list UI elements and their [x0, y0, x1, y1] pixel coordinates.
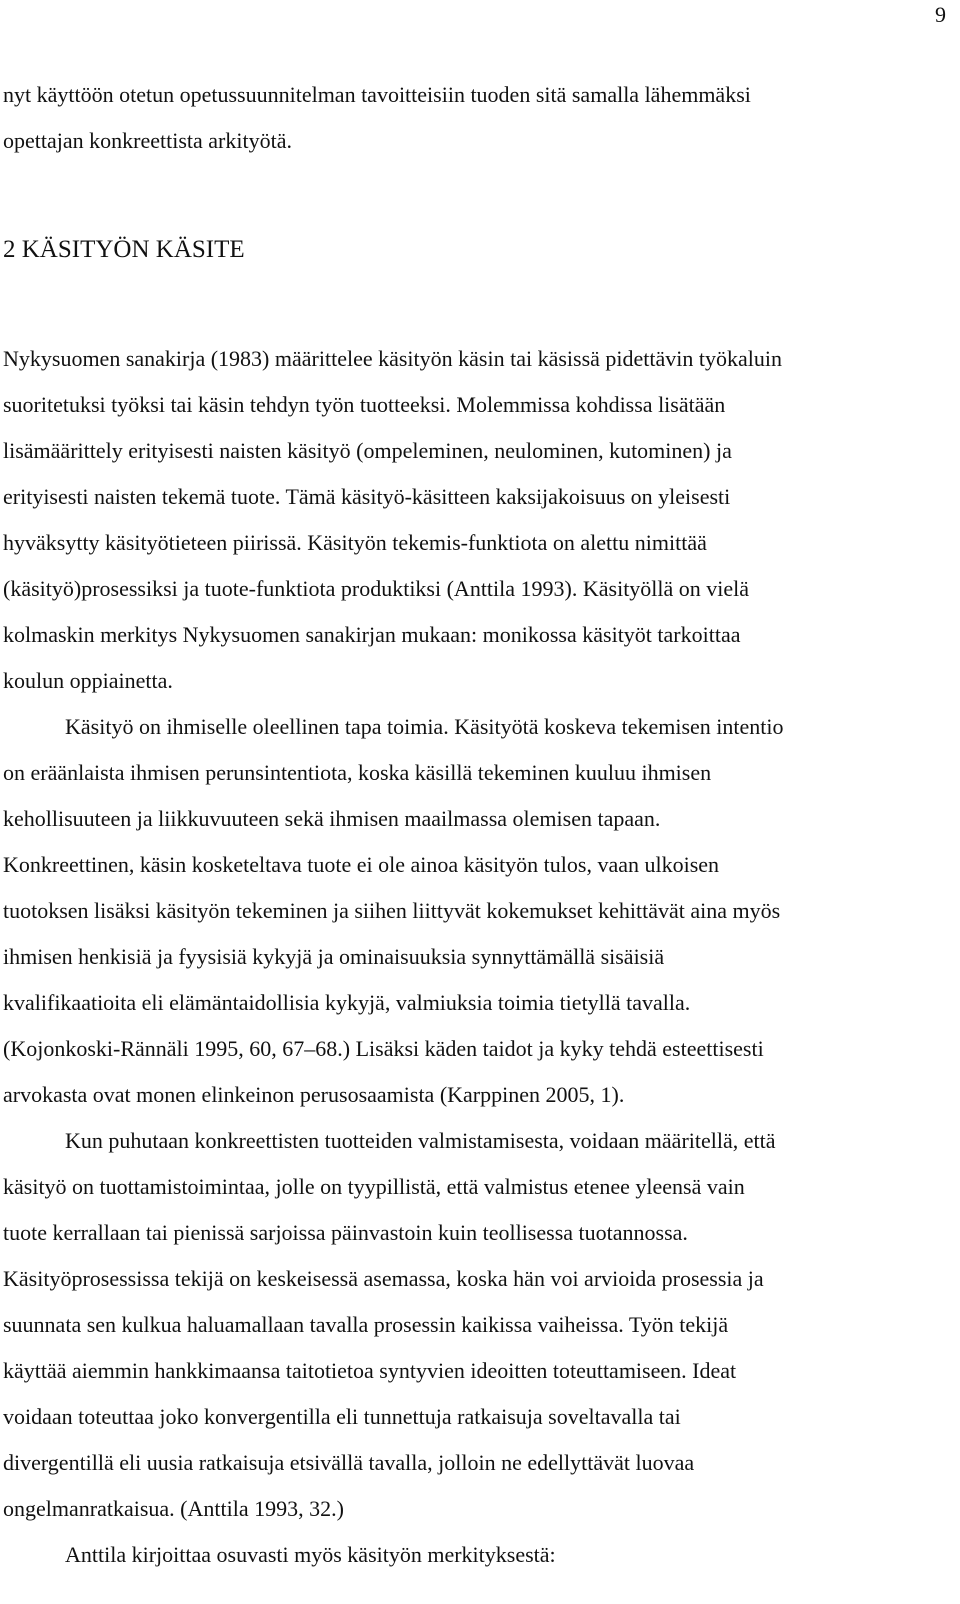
text-line: voidaan toteuttaa joko konvergentilla eli tunnettuja ratkaisuja soveltavalla tai — [3, 1404, 681, 1429]
text-line: lisämäärittely erityisesti naisten käsityö (ompeleminen, neulominen, kutominen) ja — [3, 438, 732, 463]
text-line: kvalifikaatioita eli elämäntaidollisia kykyjä, valmiuksia toimia tietyllä tavalla. — [3, 990, 691, 1015]
text-line: Anttila kirjoittaa osuvasti myös käsityön merkityksestä: — [65, 1542, 556, 1567]
paragraph-1 — [3, 336, 947, 704]
text-line: (Kojonkoski-Rännäli 1995, 60, 67–68.) Lisäksi käden taidot ja kyky tehdä esteettisesti — [3, 1036, 764, 1061]
page-number: 9 — [935, 2, 946, 27]
text-line: Käsityöprosessissa tekijä on keskeisessä asemassa, koska hän voi arvioida prosessia ja — [3, 1266, 764, 1291]
text-line: arvokasta ovat monen elinkeinon perusosaamista (Karppinen 2005, 1). — [3, 1082, 625, 1107]
text-line: Käsityö on ihmiselle oleellinen tapa toimia. Käsityötä koskeva tekemisen intentio — [65, 714, 784, 739]
text-line: Kun puhutaan konkreettisten tuotteiden valmistamisesta, voidaan määritellä, että — [65, 1128, 776, 1153]
text-line: kolmaskin merkitys Nykysuomen sanakirjan mukaan: monikossa käsityöt tarkoittaa — [3, 622, 741, 647]
text-line: kehollisuuteen ja liikkuvuuteen sekä ihmisen maailmassa olemisen tapaan. — [3, 806, 661, 831]
text-line: käyttää aiemmin hankkimaansa taitotietoa syntyvien ideoitten toteuttamiseen. Ideat — [3, 1358, 737, 1383]
text-line: Nykysuomen sanakirja (1983) määrittelee käsityön käsin tai käsissä pidettävin työkaluin — [3, 346, 782, 371]
text-line: ihmisen henkisiä ja fyysisiä kykyjä ja ominaisuuksia synnyttämällä sisäisiä — [3, 944, 665, 969]
text-line: tuotoksen lisäksi käsityön tekeminen ja siihen liittyvät kokemukset kehittävät aina myös — [3, 898, 781, 923]
text-line: käsityö on tuottamistoimintaa, jolle on tyypillistä, että valmistus etenee yleensä vain — [3, 1174, 745, 1199]
intro-paragraph — [3, 72, 947, 164]
text-line: divergentillä eli uusia ratkaisuja etsivällä tavalla, jolloin ne edellyttävät luovaa — [3, 1450, 695, 1475]
text-line: suoritetuksi työksi tai käsin tehdyn työn tuotteeksi. Molemmissa kohdissa lisätään — [3, 392, 726, 417]
text-line: on eräänlaista ihmisen perunsintentiota, koska käsillä tekeminen kuuluu ihmisen — [3, 760, 712, 785]
document-body — [3, 72, 947, 1578]
text-line: erityisesti naisten tekemä tuote. Tämä käsityö-käsitteen kaksijakoisuus on yleisesti — [3, 484, 731, 509]
paragraph-3 — [3, 1118, 947, 1532]
text-line: nyt käyttöön otetun opetussuunnitelman tavoitteisiin tuoden sitä samalla lähemmäksi — [3, 82, 751, 107]
text-line: (käsityö)prosessiksi ja tuote-funktiota produktiksi (Anttila 1993). Käsityöllä on vielä — [3, 576, 750, 601]
paragraph-4 — [3, 1532, 947, 1578]
text-line: Konkreettinen, käsin kosketeltava tuote ei ole ainoa käsityön tulos, vaan ulkoisen — [3, 852, 720, 877]
section-heading: 2 KÄSITYÖN KÄSITE — [3, 236, 245, 263]
text-line: ongelmanratkaisua. (Anttila 1993, 32.) — [3, 1496, 344, 1521]
paragraph-2 — [3, 704, 947, 1118]
text-line: hyväksytty käsityötieteen piirissä. Käsityön tekemis-funktiota on alettu nimittää — [3, 530, 707, 555]
text-line: koulun oppiainetta. — [3, 668, 173, 693]
text-line: tuote kerrallaan tai pienissä sarjoissa päinvastoin kuin teollisessa tuotannossa. — [3, 1220, 688, 1245]
text-line: suunnata sen kulkua haluamallaan tavalla prosessin kaikissa vaiheissa. Työn tekijä — [3, 1312, 729, 1337]
text-line: opettajan konkreettista arkityötä. — [3, 128, 292, 153]
